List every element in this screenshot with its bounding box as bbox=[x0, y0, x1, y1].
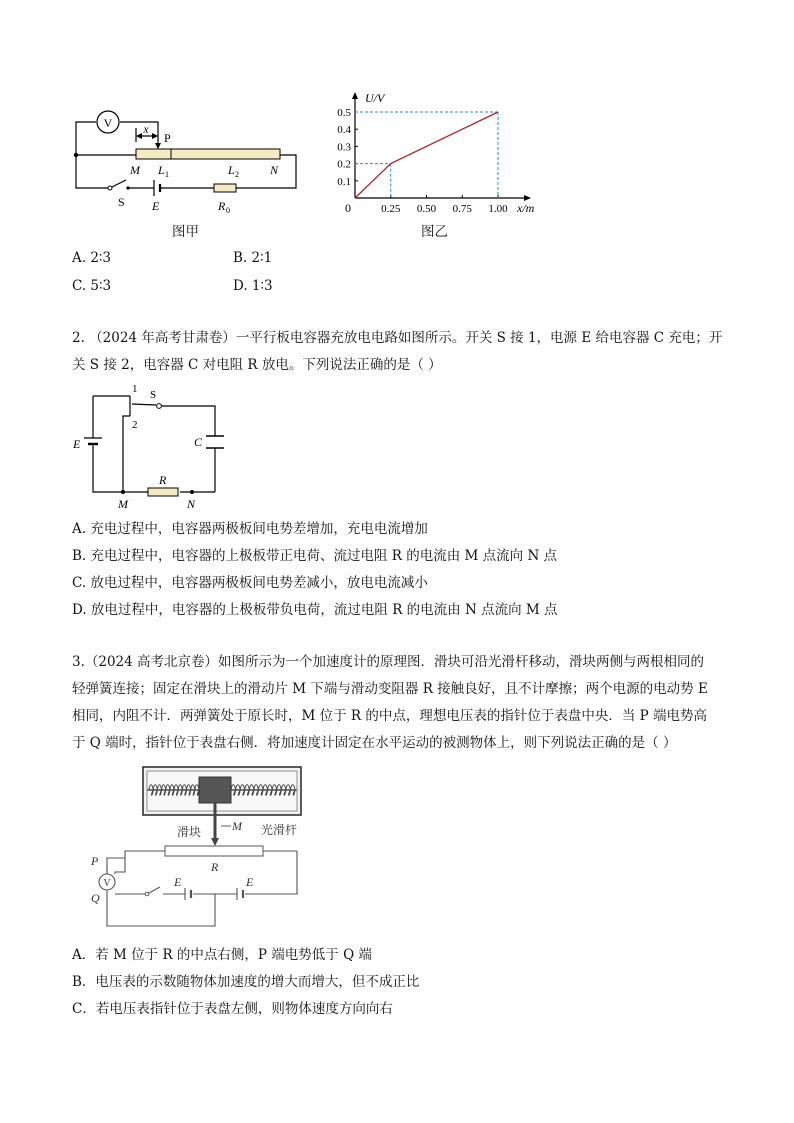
figure-yi-caption: 图乙 bbox=[421, 224, 448, 240]
y-tick-label: 0.1 bbox=[337, 175, 351, 188]
jia-label-e: E bbox=[152, 199, 160, 213]
jia-label-s: S bbox=[118, 195, 125, 209]
q3-label-q: Q bbox=[91, 891, 100, 905]
jia-label-l2-sub: 2 bbox=[235, 170, 239, 179]
q2-label-m: M bbox=[118, 497, 128, 511]
q3-label-v: V bbox=[103, 878, 111, 889]
q2-option-b[interactable]: B. 充电过程中，电容器的上极板带正电荷、流过电阻 R 的电流由 M 点流向 N 点 bbox=[72, 548, 558, 564]
jia-label-p: P bbox=[164, 131, 171, 145]
q1-option-d[interactable]: D. 1∶3 bbox=[233, 278, 273, 294]
figure-jia-caption: 图甲 bbox=[172, 224, 199, 240]
figure-jia-circuit bbox=[60, 100, 300, 235]
q3-rheostat bbox=[165, 846, 263, 856]
q2-stem-line1: 2. （2024 年高考甘肃卷）一平行板电容器充放电电路如图所示。开关 S 接 1，电源 E 给电容器 C 充电；开 bbox=[72, 330, 723, 346]
jia-label-r0: R bbox=[218, 199, 226, 213]
q1-option-b[interactable]: B. 2∶1 bbox=[233, 250, 273, 266]
q2-label-1: 1 bbox=[132, 383, 138, 395]
chart-series-line bbox=[355, 112, 498, 198]
slider-arrow-icon bbox=[155, 143, 161, 149]
x-tick-label: 0.50 bbox=[416, 203, 437, 215]
q2-circuit bbox=[68, 378, 238, 514]
x-tick-label: 0.25 bbox=[381, 203, 401, 215]
slider-block bbox=[199, 777, 231, 803]
q3-label-e2: E bbox=[246, 875, 254, 889]
q3-stem-line4: 于 Q 端时，指针位于表盘右侧．将加速度计固定在水平运动的被测物体上，则下列说法正确的是（ ） bbox=[72, 735, 677, 751]
q1-option-c[interactable]: C. 5∶3 bbox=[72, 278, 112, 294]
figure-yi-chart bbox=[335, 88, 545, 223]
jia-label-l1-sub: 1 bbox=[165, 170, 169, 179]
y-tick-label: 0.4 bbox=[337, 124, 351, 137]
q2-option-a[interactable]: A. 充电过程中，电容器两极板间电势差增加，充电电流增加 bbox=[72, 521, 428, 537]
chart-xlabel: x/m bbox=[517, 201, 535, 215]
q3-option-b[interactable]: B．电压表的示数随物体加速度的增大而增大，但不成正比 bbox=[72, 974, 420, 990]
q3-label-slider: 滑块 bbox=[177, 825, 202, 839]
q3-label-rod: 光滑杆 bbox=[261, 823, 298, 837]
q3-option-a[interactable]: A．若 M 位于 R 的中点右侧，P 端电势低于 Q 端 bbox=[72, 947, 372, 963]
q3-label-r: R bbox=[211, 860, 219, 874]
y-tick-label: 0.3 bbox=[337, 141, 351, 154]
jia-label-v: V bbox=[103, 116, 113, 130]
x-tick-label: 0.75 bbox=[452, 203, 472, 215]
q2-label-s: S bbox=[150, 389, 157, 401]
q2-label-n: N bbox=[187, 497, 196, 511]
jia-label-l2: L bbox=[228, 163, 235, 177]
q2-stem-line2: 关 S 接 2，电容器 C 对电阻 R 放电。下列说法正确的是（ ） bbox=[72, 357, 442, 373]
chart-origin: 0 bbox=[345, 201, 351, 215]
q3-stem-line3: 相同，内阻不计．两弹簧处于原长时，M 位于 R 的中点，理想电压表的指针位于表盘中央．当 P 端电势高 bbox=[72, 708, 708, 724]
jia-label-r0-sub: 0 bbox=[226, 206, 230, 215]
jia-label-n: N bbox=[270, 163, 279, 177]
q3-stem-line2: 轻弹簧连接；固定在滑块上的滑动片 M 下端与滑动变阻器 R 接触良好，且不计摩擦；两个电源的电动势 E bbox=[72, 681, 708, 697]
y-tick-label: 0.5 bbox=[337, 107, 351, 119]
y-tick-label: 0.2 bbox=[337, 158, 351, 171]
q2-label-e: E bbox=[73, 437, 81, 451]
q2-label-r: R bbox=[159, 473, 167, 487]
y-axis-arrow-icon bbox=[352, 92, 358, 99]
q3-label-m: M bbox=[232, 819, 242, 833]
q2-option-c[interactable]: C. 放电过程中，电容器两极板间电势差减小，放电电流减小 bbox=[72, 575, 428, 591]
jia-label-l1: L bbox=[158, 163, 165, 177]
q1-option-a[interactable]: A. 2∶3 bbox=[72, 250, 112, 266]
q3-stem-line1: 3.（2024 高考北京卷）如图所示为一个加速度计的原理图．滑块可沿光滑杆移动，滑块两侧与两根相同的 bbox=[72, 654, 705, 670]
q2-label-c: C bbox=[194, 435, 203, 449]
q3-option-c[interactable]: C．若电压表指针位于表盘左侧，则物体速度方向向右 bbox=[72, 1001, 393, 1017]
jia-label-x: x bbox=[143, 122, 149, 136]
q2-option-d[interactable]: D. 放电过程中，电容器的上极板带负电荷，流过电阻 R 的电流由 N 点流向 M 点 bbox=[72, 602, 558, 618]
q3-accelerometer-figure bbox=[85, 762, 310, 930]
q3-label-p: P bbox=[91, 854, 99, 868]
q3-label-e1: E bbox=[174, 875, 182, 889]
x-tick-label: 1.00 bbox=[488, 203, 508, 215]
chart-ylabel: U/V bbox=[365, 91, 385, 105]
q2-label-2: 2 bbox=[132, 419, 138, 431]
jia-label-m: M bbox=[130, 163, 140, 177]
